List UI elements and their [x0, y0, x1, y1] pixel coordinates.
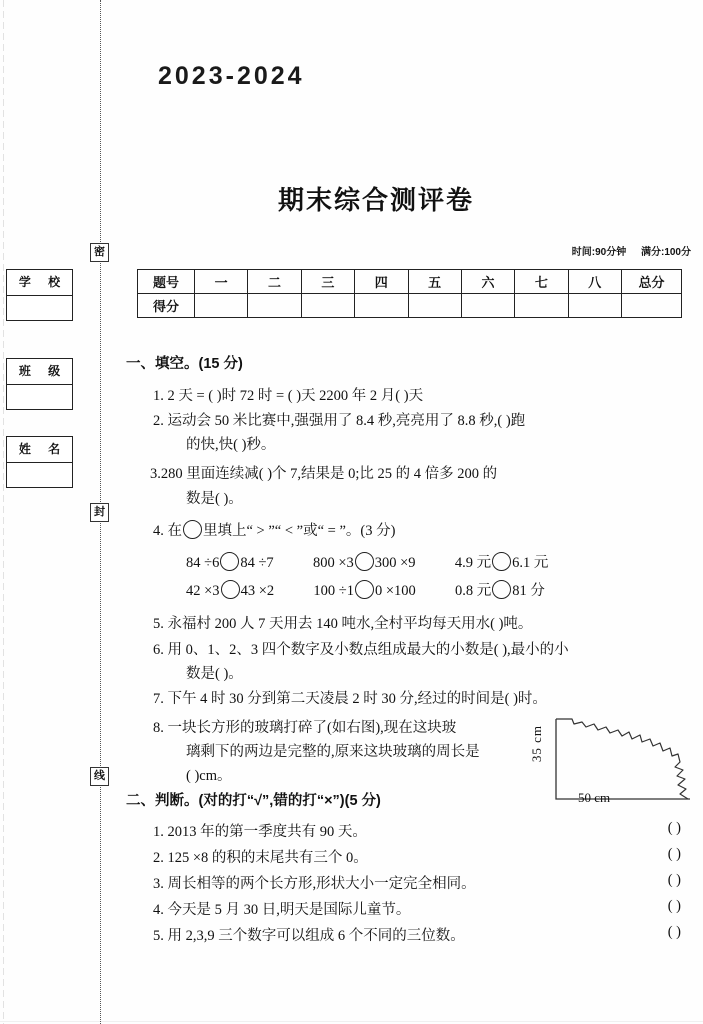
table-row-scores: [138, 294, 682, 318]
score-cell-3[interactable]: [355, 294, 408, 318]
question-4-prefix: 4. 在: [153, 523, 182, 539]
student-info-name-field[interactable]: [7, 463, 72, 487]
compare-2-right: 300 ×9: [374, 555, 416, 571]
true-false-answer-4[interactable]: ( ): [667, 898, 681, 914]
student-info-class-label: 班 级: [7, 359, 72, 385]
score-table-col-1: 二: [248, 270, 301, 294]
score-cell-1[interactable]: [248, 294, 301, 318]
compare-4-left: 42 ×3: [186, 583, 220, 599]
compare-5-right: 0 ×100: [374, 583, 416, 599]
score-cell-7[interactable]: [568, 294, 621, 318]
question-8-line-3: ( )cm。: [186, 768, 232, 784]
compare-1-left: 84 ÷6: [186, 555, 220, 571]
compare-1-right: 84 ÷7: [240, 555, 274, 571]
section-two-heading: 二、判断。(对的打“√”,错的打“×”)(5 分): [126, 793, 381, 809]
score-table: [137, 269, 682, 318]
broken-glass-figure: [528, 713, 698, 813]
seal-mark-xian: 线: [90, 767, 109, 786]
question-5: 5. 永福村 200 人 7 天用去 140 吨水,全村平均每天用水( )吨。: [153, 616, 533, 632]
score-cell-4[interactable]: [408, 294, 461, 318]
score-cell-6[interactable]: [515, 294, 568, 318]
question-1: 1. 2 天 = ( )时 72 时 = ( )天 2200 年 2 月( )天: [153, 388, 424, 404]
question-2-line-2: 的快,快( )秒。: [186, 437, 276, 453]
question-6-line-1: 6. 用 0、1、2、3 四个数字及小数点组成最大的小数是( ),最小的小: [153, 642, 569, 658]
student-info-school-label: 学 校: [7, 270, 72, 296]
question-4: [153, 519, 395, 540]
compare-row-1: [186, 551, 548, 572]
true-false-answer-3[interactable]: ( ): [667, 872, 681, 888]
compare-3-right: 6.1 元: [512, 555, 549, 571]
compare-circle-icon[interactable]: [355, 580, 374, 599]
compare-4-right: 43 ×2: [240, 583, 275, 599]
question-6-line-2: 数是( )。: [186, 666, 243, 682]
score-table-col-4: 五: [408, 270, 461, 294]
true-false-answer-2[interactable]: ( ): [667, 846, 681, 862]
table-row-question-numbers: [138, 270, 682, 294]
score-table-row-header-1: 得分: [138, 294, 195, 318]
question-8-line-1: 8. 一块长方形的玻璃打碎了(如右图),现在这块玻: [153, 720, 457, 736]
glass-figure-width-label: 50 cm: [578, 790, 611, 805]
score-cell-5[interactable]: [461, 294, 514, 318]
compare-circle-icon[interactable]: [183, 520, 202, 539]
compare-circle-icon[interactable]: [220, 552, 239, 571]
score-table-col-7: 八: [568, 270, 621, 294]
compare-6-right: 81 分: [512, 583, 545, 599]
compare-2-left: 800 ×3: [312, 555, 354, 571]
student-info-class[interactable]: [6, 358, 73, 410]
score-table-col-5: 六: [461, 270, 514, 294]
page-edge-bottom: [0, 1021, 703, 1022]
true-false-answer-1[interactable]: ( ): [667, 820, 681, 836]
score-table-col-total: 总分: [622, 270, 682, 294]
exam-full-score: 满分:100分: [640, 247, 691, 258]
true-false-item-3: 3. 周长相等的两个长方形,形状大小一定完全相同。: [153, 876, 476, 892]
question-8-line-2: 璃剩下的两边是完整的,原来这块玻璃的周长是: [186, 744, 480, 760]
true-false-item-1: 1. 2013 年的第一季度共有 90 天。: [153, 824, 367, 840]
compare-3-left: 4.9 元: [454, 555, 492, 571]
score-table-col-6: 七: [515, 270, 568, 294]
question-3-line-2: 数是( )。: [186, 491, 243, 507]
compare-circle-icon[interactable]: [221, 580, 240, 599]
glass-figure-height-label: 35 cm: [529, 725, 544, 763]
question-3-line-1: 3.280 里面连续减( )个 7,结果是 0;比 25 的 4 倍多 200 的: [150, 466, 498, 482]
page-title: 期末综合测评卷: [278, 186, 475, 215]
question-2-line-1: 2. 运动会 50 米比赛中,强强用了 8.4 秒,亮亮用了 8.8 秒,( )跑: [153, 413, 526, 429]
page-edge-left: [3, 0, 4, 1024]
question-4-suffix: 里填上“ > ”“ < ”或“ = ”。(3 分): [203, 523, 396, 539]
compare-circle-icon[interactable]: [492, 552, 511, 571]
student-info-school-field[interactable]: [7, 296, 72, 320]
true-false-item-2: 2. 125 ×8 的积的末尾共有三个 0。: [153, 850, 368, 866]
compare-row-2: [186, 579, 545, 600]
score-table-col-3: 四: [355, 270, 408, 294]
question-7: 7. 下午 4 时 30 分到第二天凌晨 2 时 30 分,经过的时间是( )时。: [153, 691, 547, 707]
score-table-col-0: 一: [195, 270, 248, 294]
academic-year: 2023-2024: [158, 62, 305, 90]
score-cell-total[interactable]: [622, 294, 682, 318]
score-table-row-header-0: 题号: [138, 270, 195, 294]
compare-circle-icon[interactable]: [492, 580, 511, 599]
score-cell-0[interactable]: [195, 294, 248, 318]
seal-mark-feng: 封: [90, 503, 109, 522]
true-false-item-5: 5. 用 2,3,9 三个数字可以组成 6 个不同的三位数。: [153, 928, 465, 944]
exam-meta: [560, 243, 691, 258]
true-false-answer-5[interactable]: ( ): [667, 924, 681, 940]
student-info-name[interactable]: [6, 436, 73, 488]
compare-5-left: 100 ÷1: [313, 583, 354, 599]
exam-time-limit: 时间:90分钟: [571, 247, 627, 258]
true-false-item-4: 4. 今天是 5 月 30 日,明天是国际儿童节。: [153, 902, 411, 918]
score-table-col-2: 三: [301, 270, 354, 294]
seal-mark-mi: 密: [90, 243, 109, 262]
section-one-heading: 一、填空。(15 分): [126, 356, 243, 372]
score-cell-2[interactable]: [301, 294, 354, 318]
compare-6-left: 0.8 元: [455, 583, 492, 599]
student-info-class-field[interactable]: [7, 385, 72, 409]
student-info-name-label: 姓 名: [7, 437, 72, 463]
student-info-school[interactable]: [6, 269, 73, 321]
compare-circle-icon[interactable]: [355, 552, 374, 571]
